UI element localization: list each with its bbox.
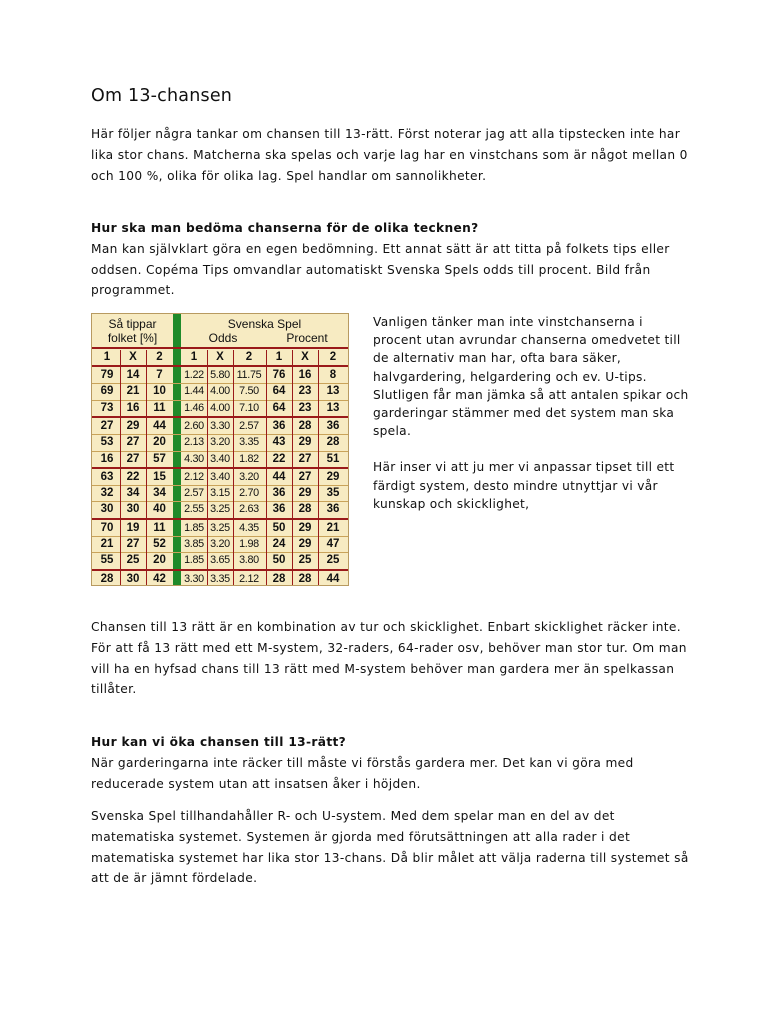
- column-line: [120, 350, 121, 585]
- table-cell: 11.75: [236, 369, 262, 381]
- table-cell: 19: [126, 521, 140, 534]
- section2: [91, 732, 691, 794]
- table-cell: 3.15: [210, 487, 230, 500]
- table-cell: 2.60: [184, 419, 204, 432]
- table-cell: 3.80: [239, 554, 259, 567]
- side-paragraph-1: Vanligen tänker man inte vinstchanserna i procent utan avrundar chanserna omedvetet till de alternativ man har, ofta bara säker, halvgardering, helgardering och ev. U-tips. Slutligen får man jämka så att antalen spikar och garderingar stämmer med det system man ska spela.: [373, 315, 689, 439]
- table-cell: 2.63: [239, 503, 259, 516]
- table-cell: 3.35: [210, 572, 230, 585]
- table-cell: 8: [329, 369, 337, 381]
- table-cell: 27: [100, 419, 114, 432]
- table-cell: 22: [272, 452, 286, 465]
- table-cell: 27: [298, 452, 312, 465]
- table-cell: 30: [126, 572, 140, 585]
- table-cell: 11: [153, 401, 166, 414]
- table-cell: 21: [126, 385, 140, 398]
- left-header-line2: folket [%]: [107, 331, 158, 345]
- page-title: Om 13-chansen: [91, 86, 233, 106]
- table-cell: 13: [326, 401, 340, 414]
- column-label: 1: [103, 351, 111, 363]
- table-cell: 3.85: [184, 538, 204, 550]
- table-cell: 53: [100, 436, 114, 449]
- table-cell: 32: [100, 487, 114, 500]
- table-cell: 3.20: [210, 538, 230, 550]
- table-cell: 3.25: [210, 503, 230, 516]
- side-text: [373, 313, 693, 513]
- column-line: [266, 350, 267, 585]
- table-cell: 36: [272, 487, 286, 500]
- table-cell: 64: [272, 401, 286, 414]
- section1: [91, 218, 691, 301]
- table-cell: 35: [326, 487, 340, 500]
- table-cell: 34: [126, 487, 140, 500]
- table-cell: 55: [100, 554, 114, 567]
- table-cell: 52: [153, 538, 166, 550]
- table-cell: 40: [153, 503, 166, 516]
- paragraph-2: Chansen till 13 rätt är en kombination av tur och skicklighet. Enbart skicklighet räcker inte. För att få 13 rätt med ett M-system, 32-raders, 64-rader osv, behöver man stor tur. Om man vill ha en hyfsad chans till 13 rätt med M-system behöver man gardera mer än spelkassan tillåter.: [91, 620, 687, 697]
- table-cell: 21: [100, 538, 114, 550]
- group-separator-line: [92, 518, 348, 520]
- side-paragraph-2: Här inser vi att ju mer vi anpassar tipset till ett färdigt system, desto mindre utnyttjar vi vår kunskap och skicklighet,: [373, 460, 675, 511]
- table-cell: 21: [326, 521, 340, 534]
- section2-heading: Hur kan vi öka chansen till 13-rätt?: [91, 735, 347, 749]
- column-label: X: [129, 351, 137, 363]
- table-cell: 69: [100, 385, 114, 398]
- section1-heading: Hur ska man bedöma chanserna för de olika tecknen?: [91, 221, 479, 235]
- right-header: Svenska Spel: [227, 317, 302, 331]
- table-cell: 2.70: [239, 487, 259, 500]
- table-cell: 5.80: [210, 369, 230, 381]
- table-divider-bar: [173, 314, 181, 585]
- table-subheader-line: [92, 365, 348, 367]
- column-line: [292, 350, 293, 585]
- table-cell: 1.22: [184, 369, 204, 381]
- column-label: 1: [275, 351, 283, 363]
- table-cell: 3.30: [210, 419, 230, 432]
- column-label: 2: [329, 351, 337, 363]
- table-header-line: [92, 347, 348, 349]
- table-cell: 23: [298, 401, 312, 414]
- table-cell: 4.00: [210, 385, 230, 398]
- table-cell: 23: [298, 385, 312, 398]
- group-separator-line: [92, 416, 348, 418]
- table-cell: 47: [326, 538, 340, 550]
- column-label: 2: [245, 351, 253, 363]
- table-cell: 4.30: [184, 452, 204, 465]
- table-cell: 24: [272, 538, 286, 550]
- table-cell: 29: [298, 521, 312, 534]
- procent-label: Procent: [286, 331, 328, 345]
- table-cell: 1.82: [239, 452, 259, 465]
- table-cell: 29: [298, 487, 312, 500]
- left-header-line1: Så tippar: [108, 317, 157, 331]
- table-cell: 79: [100, 369, 114, 381]
- table-cell: 76: [272, 369, 286, 381]
- table-cell: 29: [326, 470, 340, 483]
- table-cell: 3.40: [210, 470, 230, 483]
- table-cell: 16: [100, 452, 114, 465]
- odds-table: [91, 313, 349, 586]
- table-cell: 3.65: [210, 554, 230, 567]
- table-cell: 36: [272, 419, 286, 432]
- table-cell: 16: [126, 401, 140, 414]
- table-cell: 3.20: [210, 436, 230, 449]
- column-label: X: [301, 351, 309, 363]
- table-cell: 70: [100, 521, 114, 534]
- table-cell: 28: [298, 503, 312, 516]
- table-cell: 44: [153, 419, 166, 432]
- table-cell: 27: [126, 538, 140, 550]
- table-cell: 2.12: [239, 572, 259, 585]
- table-cell: 50: [272, 554, 286, 567]
- table-cell: 28: [100, 572, 114, 585]
- table-cell: 3.25: [210, 521, 230, 534]
- paragraph-3: Svenska Spel tillhandahåller R- och U-system. Med dem spelar man en del av det matematiska systemet. Systemen är gjorda med förutsättningen att alla rader i det matematiska systemet har lika stor 13-chans. Då blir målet att välja raderna till systemet så att de är jämnt fördelade.: [91, 809, 689, 886]
- column-label: X: [216, 351, 224, 363]
- table-cell: 28: [272, 572, 286, 585]
- table-cell: 7: [156, 369, 163, 381]
- table-cell: 73: [100, 401, 114, 414]
- table-cell: 28: [326, 436, 340, 449]
- table-cell: 10: [153, 385, 166, 398]
- table-cell: 36: [326, 419, 340, 432]
- column-label: 1: [190, 351, 198, 363]
- table-cell: 34: [153, 487, 166, 500]
- table-cell: 2.55: [184, 503, 204, 516]
- table-cell: 2.57: [184, 487, 204, 500]
- table-cell: 27: [298, 470, 312, 483]
- table-cell: 25: [298, 554, 312, 567]
- table-cell: 25: [326, 554, 340, 567]
- column-label: 2: [156, 351, 163, 363]
- table-cell: 3.40: [210, 452, 230, 465]
- table-cell: 29: [298, 538, 312, 550]
- table-cell: 36: [326, 503, 340, 516]
- table-cell: 51: [326, 452, 340, 465]
- table-cell: 30: [126, 503, 140, 516]
- table-cell: 14: [126, 369, 140, 381]
- table-cell: 15: [153, 470, 166, 483]
- table-cell: 4.00: [210, 401, 230, 414]
- table-cell: 28: [298, 419, 312, 432]
- table-cell: 42: [153, 572, 166, 585]
- table-cell: 3.30: [184, 572, 204, 585]
- table-cell: 1.46: [184, 401, 204, 414]
- table-cell: 57: [153, 452, 166, 465]
- table-cell: 44: [326, 572, 340, 585]
- table-cell: 13: [326, 385, 340, 398]
- table-cell: 20: [153, 554, 166, 567]
- section2-text: När garderingarna inte räcker till måste vi förstås gardera mer. Det kan vi göra med reducerade system utan att insatsen åker i höjden.: [91, 755, 634, 791]
- table-cell: 2.13: [184, 436, 204, 449]
- odds-label: Odds: [208, 331, 238, 345]
- table-cell: 20: [153, 436, 166, 449]
- group-separator-line: [92, 569, 348, 571]
- table-cell: 2.57: [239, 419, 259, 432]
- table-cell: 1.44: [184, 385, 204, 398]
- section1-text: Man kan självklart göra en egen bedömning. Ett annat sätt är att titta på folkets tips eller oddsen. Copéma Tips omvandlar automatiskt Svenska Spels odds till procent. Bild från programmet.: [91, 241, 670, 298]
- table-cell: 27: [126, 436, 140, 449]
- table-cell: 28: [298, 572, 312, 585]
- table-cell: 22: [126, 470, 140, 483]
- table-cell: 29: [298, 436, 312, 449]
- group-separator-line: [92, 467, 348, 469]
- table-cell: 1.85: [184, 554, 204, 567]
- table-cell: 2.12: [184, 470, 204, 483]
- table-cell: 64: [272, 385, 286, 398]
- table-cell: 25: [126, 554, 140, 567]
- table-cell: 50: [272, 521, 286, 534]
- column-line: [233, 350, 234, 585]
- table-cell: 29: [126, 419, 140, 432]
- table-cell: 43: [272, 436, 286, 449]
- column-line: [146, 350, 147, 585]
- table-cell: 1.98: [239, 538, 259, 550]
- intro-paragraph: Här följer några tankar om chansen till 13-rätt. Först noterar jag att alla tipstecken inte har lika stor chans. Matcherna ska spelas och varje lag har en vinstchans som är något mellan 0 och 100 %, olika för olika lag. Spel handlar om sannolikheter.: [91, 127, 688, 183]
- table-cell: 7.50: [239, 385, 259, 398]
- table-cell: 4.35: [239, 521, 259, 534]
- table-cell: 3.20: [239, 470, 259, 483]
- table-cell: 11: [153, 521, 166, 534]
- table-cell: 7.10: [239, 401, 259, 414]
- table-cell: 63: [100, 470, 114, 483]
- table-cell: 1.85: [184, 521, 204, 534]
- table-cell: 44: [272, 470, 286, 483]
- column-line: [207, 350, 208, 585]
- table-cell: 16: [298, 369, 312, 381]
- table-cell: 27: [126, 452, 140, 465]
- column-line: [318, 350, 319, 585]
- table-cell: 36: [272, 503, 286, 516]
- table-cell: 30: [100, 503, 114, 516]
- table-cell: 3.35: [239, 436, 259, 449]
